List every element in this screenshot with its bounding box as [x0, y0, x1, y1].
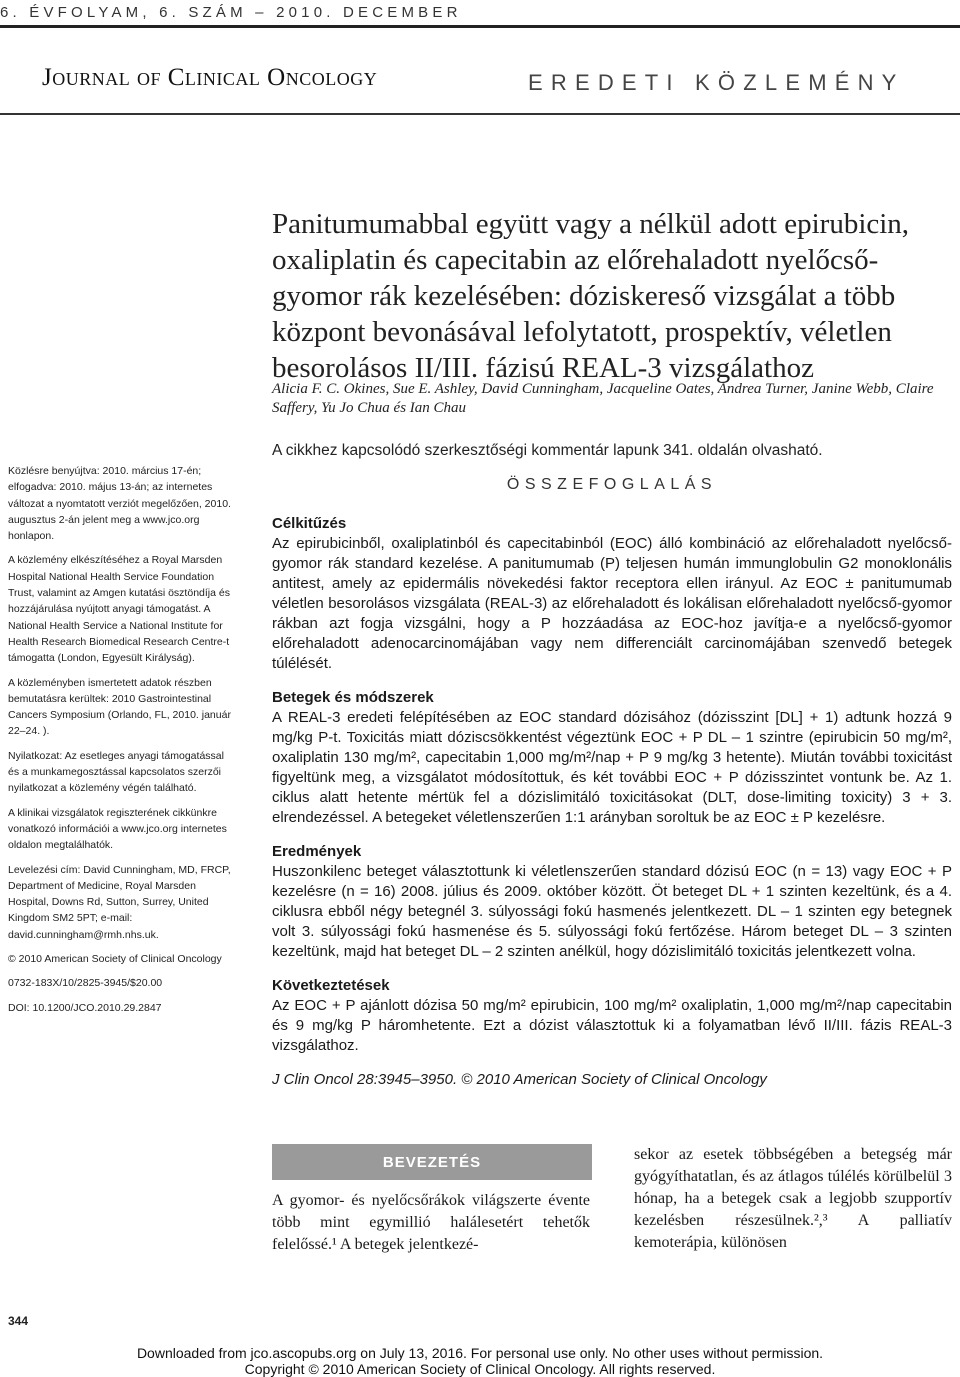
- article-title: Panitumumabbal együtt vagy a nélkül adott epirubicin, oxaliplatin és capecitabin az előrehaladott nyelőcső-gyomor rák kezelésében: dóziskereső vizsgálat a több központ bevonásával lefolytatott, prospektív, véletlen besorolásos II/III. fázisú REAL-3 vizsgálathoz: [272, 208, 910, 384]
- page-number: 344: [8, 1314, 29, 1328]
- section-label: EREDETI KÖZLEMÉNY: [528, 70, 905, 95]
- article-authors: Alicia F. C. Okines, Sue E. Ashley, David Cunningham, Jacqueline Oates, Andrea Turner, Janine Webb, Claire Saffery, Yu Jo Chua és Ian Chau: [272, 381, 934, 416]
- abstract-section-title: Betegek és módszerek: [272, 689, 434, 706]
- abstract-section-text: Huszonkilenc beteget választottunk ki véletlenszerűen standard dózisú EOC (n = 13) vagy EOC + P kezelésre (n = 16) 2008. július és 2009. október között. Öt beteget DL + 1 szinten kezeltünk, és a 4. ciklusra ebből négy betegnél 3. súlyossági fokú hasmenés jelentkezett. DL – 1 szinten egy betegnek volt 3. súlyossági fokú hasmenése és 5. súlyossági fokú fertőzése. Három beteget DL – 3 szinten kezeltünk, majd hat beteget DL – 2 szinten anélkül, hogy dózislimitáló toxicitás jelentkezett volna.: [272, 863, 952, 960]
- sidebar-note: © 2010 American Society of Clinical Oncology: [8, 953, 222, 966]
- abstract-section-title: Következtetések: [272, 977, 390, 994]
- abstract-section-title: Eredmények: [272, 843, 362, 860]
- abstract-section-text: Az epirubicinből, oxaliplatinból és capecitabinból (EOC) álló kombináció az előrehaladott nyelőcső-gyomor rák standard kezelése. A panitumumab (P) teljesen humán immunglobulin G2 monoklonális antitest, amely az epidermális növekedési faktor receptora ellen irányul. Az EOC ± panitumumab véletlen besorolásos vizsgálata (REAL-3) az előrehaladott és lokálisan előrehaladott nyelőcső-gyomor rákban azt fogja vizsgálni, hogy a P hozzáadása az EOC-hoz javítja-e a nyelőcső-gyomor előrehaladott adenocarcinomájában vagy nem differenciált carcinomájában szenvedő betegek túlélését.: [272, 535, 952, 672]
- journal-name: Journal of Clinical Oncology: [42, 64, 378, 91]
- section-heading: BEVEZETÉS: [382, 1153, 482, 1171]
- sidebar-note: A közlemény elkészítéséhez a Royal Marsden Hospital National Health Service Foundation Trust, valamint az Amgen kutatási ösztöndíja és hozzájárulása nyújtott anyagi támogatást. A National Health Service a National Institute for Health Research Biomedical Research Centre-t támogatta (London, Egyesült Királyság).: [8, 554, 230, 665]
- abstract-heading: ÖSSZEFOGLALÁS: [506, 476, 718, 493]
- abstract-section-text: Az EOC + P ajánlott dózisa 50 mg/m² epirubicin, 100 mg/m² oxaliplatin, 1,000 mg/m²/nap capecitabin és 9 mg/kg P háromhetente. Ezt a dózist választottuk ki a folyamatban lévő II/III. fázis REAL-3 vizsgálathoz.: [272, 997, 952, 1054]
- footer-line: Copyright © 2010 American Society of Clinical Oncology. All rights reserved.: [244, 1361, 716, 1377]
- sidebar-note: DOI: 10.1200/JCO.2010.29.2847: [8, 1001, 162, 1014]
- sidebar-notes: [8, 463, 232, 1024]
- abstract-section-text: A REAL-3 eredeti felépítésében az EOC standard dózisához (dózisszint [DL] + 1) adtunk hozzá 9 mg/kg P-t. Toxicitás miatt dóziscsökkentést végeztünk EOC + P DL – 1 szintre (epirubicin 50 mg/m², oxaliplatin 130 mg/m², capecitabin 1,000 mg/m²/nap + P 9 mg/kg 3 hetente). Miután további toxicitást figyeltünk meg, a vizsgálatot módosítottuk, és két további EOC + P dózisszintet vontunk be. Az 1. ciklus alatt hetente mértük fel a dózislimitáló toxicitásokat (DLT, dose-limiting toxicity) 3 + 3. elrendezéssel. A betegeket véletlenszerűen 1:1 arányban soroltuk be az EOC ± P kezelésre.: [272, 709, 952, 826]
- abstract-section-title: Célkitűzés: [272, 515, 347, 532]
- editorial-note: A cikkhez kapcsolódó szerkesztőségi kommentár lapunk 341. oldalán olvasható.: [272, 442, 823, 459]
- sidebar-note: 0732-183X/10/2825-3945/$20.00: [8, 977, 163, 990]
- download-footer: [0, 1345, 960, 1377]
- section-heading-box: [272, 1144, 592, 1180]
- body-column-left: A gyomor- és nyelőcsőrákok világszerte évente több mint egymillió halálesetért tehetők felelőssé.¹ A betegek jelentkezé-: [272, 1192, 590, 1253]
- citation: J Clin Oncol 28:3945–3950. © 2010 American Society of Clinical Oncology: [272, 1071, 767, 1088]
- top-rule: [0, 25, 960, 28]
- footer-line: Downloaded from jco.ascopubs.org on July 13, 2016. For personal use only. No other uses without permission.: [136, 1345, 824, 1361]
- sidebar-note: A klinikai vizsgálatok regiszterének cikkünkre vonatkozó információi a www.jco.org internetes oldalon megtalálhatók.: [8, 806, 227, 852]
- sidebar-note: Levelezési cím: David Cunningham, MD, FRCP, Department of Medicine, Royal Marsden Hospital, Downs Rd, Sutton, Surrey, United Kingdom SM2 5PT; e-mail: david.cunningham@rmh.nhs.uk.: [8, 863, 231, 941]
- body-column-right: sekor az esetek többségében a betegség már gyógyíthatatlan, és az átlagos túlélés körülbelül 3 hónap, ha a betegek csak a legjobb szupportív kezelésben részesülnek.²,³ A palliatív kemoterápia, különösen: [634, 1146, 952, 1251]
- sidebar-note: A közleményben ismertetett adatok részben bemutatásra kerültek: 2010 Gastrointestinal Cancers Symposium (Orlando, FL, 2010. január 22–24. ).: [8, 676, 231, 738]
- sidebar-note: Közlésre benyújtva: 2010. március 17-én; elfogadva: 2010. május 13-án; az internetes változat a nyomtatott verziót megelőzően, 2010. augusztus 2-án jelent meg a www.jco.org honlapon.: [8, 465, 231, 543]
- sidebar-note: Nyilatkozat: Az esetleges anyagi támogatással és a munkamegosztással kapcsolatos szerzői nyilatkozat a közlemény végén található.: [8, 749, 224, 795]
- issue-line: 6. ÉVFOLYAM, 6. SZÁM – 2010. DECEMBER: [0, 4, 462, 21]
- header-rule: [0, 113, 960, 115]
- abstract: [272, 514, 952, 1090]
